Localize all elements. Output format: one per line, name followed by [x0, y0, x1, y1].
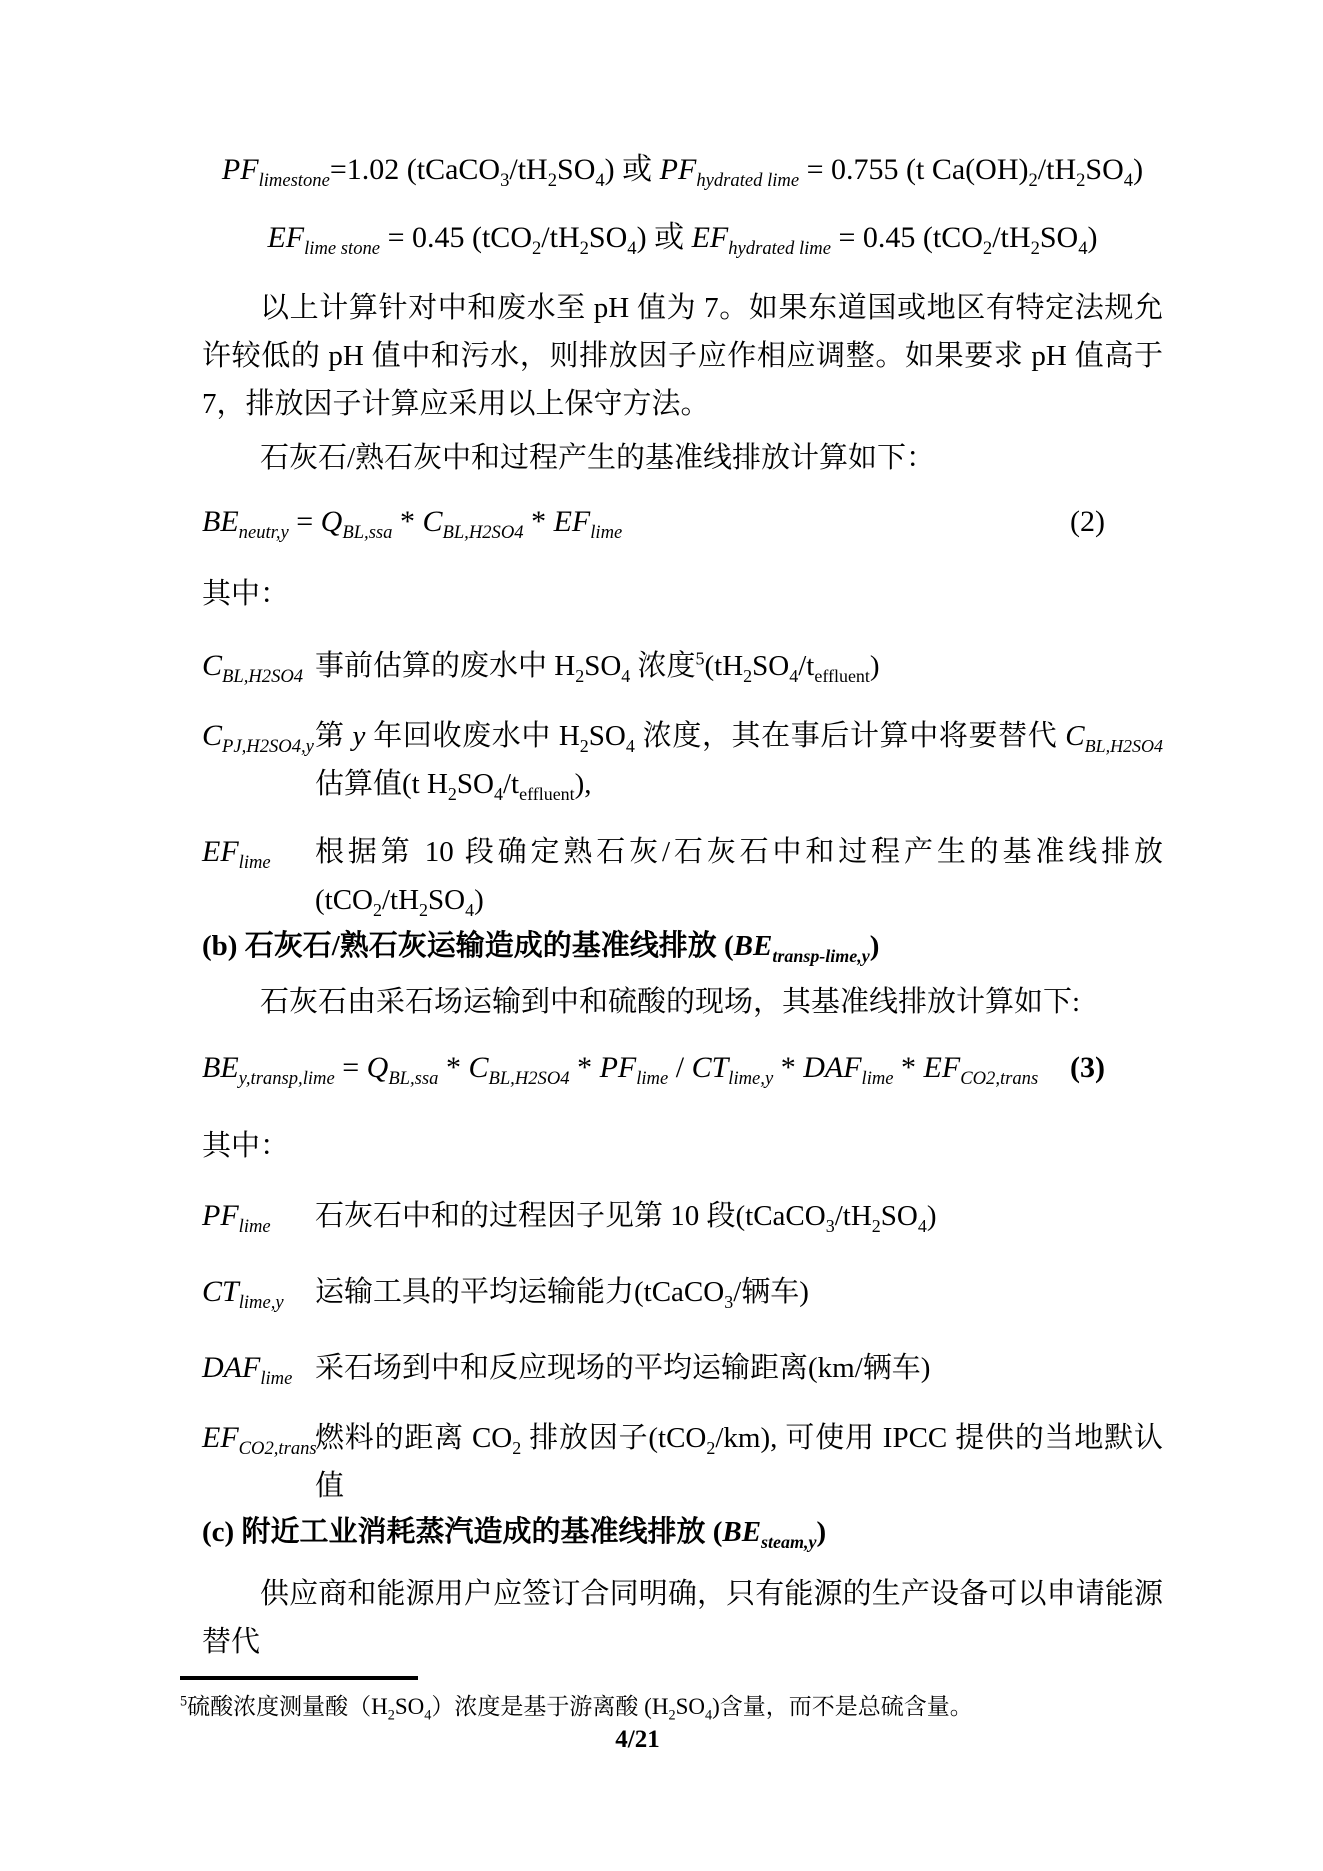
where-label-1: 其中：: [202, 578, 290, 610]
definition-row-daf: [202, 1344, 1163, 1392]
definition-term-efco2: $EF_{CO2,trans}$: [202, 1421, 317, 1459]
definition-term-cbl: $C_{BL,H2SO4}$: [202, 649, 304, 687]
definition-text-ct: 运输工具的平均运输能力(tCaCO$_3$/辆车): [315, 1276, 809, 1312]
definition-row-cbl: [202, 642, 1163, 690]
heading-section-b: (b) 石灰石/熟石灰运输造成的基准线排放 $(BE_{transp-lime,y})$: [202, 930, 880, 966]
definition-term-ct: $CT_{lime,y}$: [202, 1275, 284, 1313]
definition-term-cpj: $C_{PJ,H2SO4,y}$: [202, 719, 314, 757]
process-factor-formula: $PF_{limestone}=1.02$ $(tCaCO_3/tH_2SO_4)$ 或 $PF_{hydrated lime} = 0.755$ (t $Ca(OH)_2/tH_2SO_4$): [221, 153, 1144, 191]
definition-text-cpj: 第 y 年回收废水中 $H_2SO_4$ 浓度，其在事后计算中将要替代 $C_{BL,H2SO4}$ 估算值(t $H_2SO_4/t_{effluent}$),: [315, 720, 1163, 804]
heading-section-c: (c) 附近工业消耗蒸汽造成的基准线排放 $(BE_{steam,y})$: [202, 1516, 827, 1552]
paragraph-ph-adjustment: 以上计算针对中和废水至 pH 值为 7。如果东道国或地区有特定法规允许较低的 pH 值中和污水，则排放因子应作相应调整。如果要求 pH 值高于 7，排放因子计算应采用以上保守方法。: [202, 292, 1163, 420]
equation-2-row: [202, 502, 1163, 542]
definition-row-pflime: [202, 1192, 1163, 1240]
definition-row-eflime: [202, 828, 1163, 924]
paragraph-baseline-intro: 石灰石/熟石灰中和过程产生的基准线排放计算如下：: [260, 442, 936, 474]
equation-3-body: $BE_{y,transp,lime} = Q_{BL,ssa} * C_{BL,H2SO4} * PF_{lime} / CT_{lime,y} * DAF_{lime} * EF_{CO2,trans}$: [202, 1051, 1039, 1089]
where-label-2: 其中：: [202, 1130, 290, 1162]
footnote-sulfuric-acid: $^5$硫酸浓度测量酸$(H_2SO_4)$浓度是基于游离酸 $(H_2SO_4)$含量，而不是总硫含量。: [180, 1693, 973, 1724]
definition-text-eflime: 根据第 10 段确定熟石灰/石灰石中和过程产生的基准线排放 $(tCO_2/tH_2SO_4)$: [315, 836, 1163, 920]
definition-row-efco2: [202, 1414, 1163, 1510]
definition-row-cpj: [202, 712, 1163, 808]
emission-factor-formula: $EF_{lime stone} = 0.45$ $(tCO_2/tH_2SO_4)$ 或 $EF_{hydrated lime} = 0.45$ $(tCO_2/tH_2SO_4)$: [267, 221, 1098, 259]
footnote-separator: [180, 1676, 418, 1680]
equation-2-body: $BE_{neutr,y} = Q_{BL,ssa} * C_{BL,H2SO4} * EF_{lime}$: [202, 505, 623, 543]
equation-3-number: (3): [1070, 1051, 1105, 1084]
definition-term-eflime: $EF_{lime}$: [202, 835, 271, 873]
definition-text-cbl: 事前估算的废水中 $H_2SO_4$ 浓度$^5(tH_2SO_4/t_{effluent})$: [315, 648, 880, 686]
definition-row-ct: [202, 1268, 1163, 1316]
equation-3-row: [202, 1048, 1163, 1088]
definition-text-pflime: 石灰石中和的过程因子见第 10 段$(tCaCO_3/tH_2SO_4)$: [315, 1200, 937, 1236]
definition-text-efco2: 燃料的距离 $CO_2$ 排放因子(tCO$_2$/km), 可使用 IPCC 提供的当地默认值: [315, 1422, 1163, 1502]
definition-term-pflime: $PF_{lime}$: [202, 1199, 271, 1237]
paragraph-steam-intro: 供应商和能源用户应签订合同明确，只有能源的生产设备可以申请能源替代: [202, 1578, 1163, 1658]
paragraph-transport-intro: 石灰石由采石场运输到中和硫酸的现场，其基准线排放计算如下:: [260, 986, 1081, 1018]
page-number: 4/21: [615, 1726, 660, 1753]
page-content: [180, 0, 1163, 1754]
equation-2-number: (2): [1070, 505, 1105, 538]
definition-term-daf: $DAF_{lime}$: [202, 1351, 293, 1389]
definition-text-daf: 采石场到中和反应现场的平均运输距离(km/辆车): [315, 1352, 931, 1384]
